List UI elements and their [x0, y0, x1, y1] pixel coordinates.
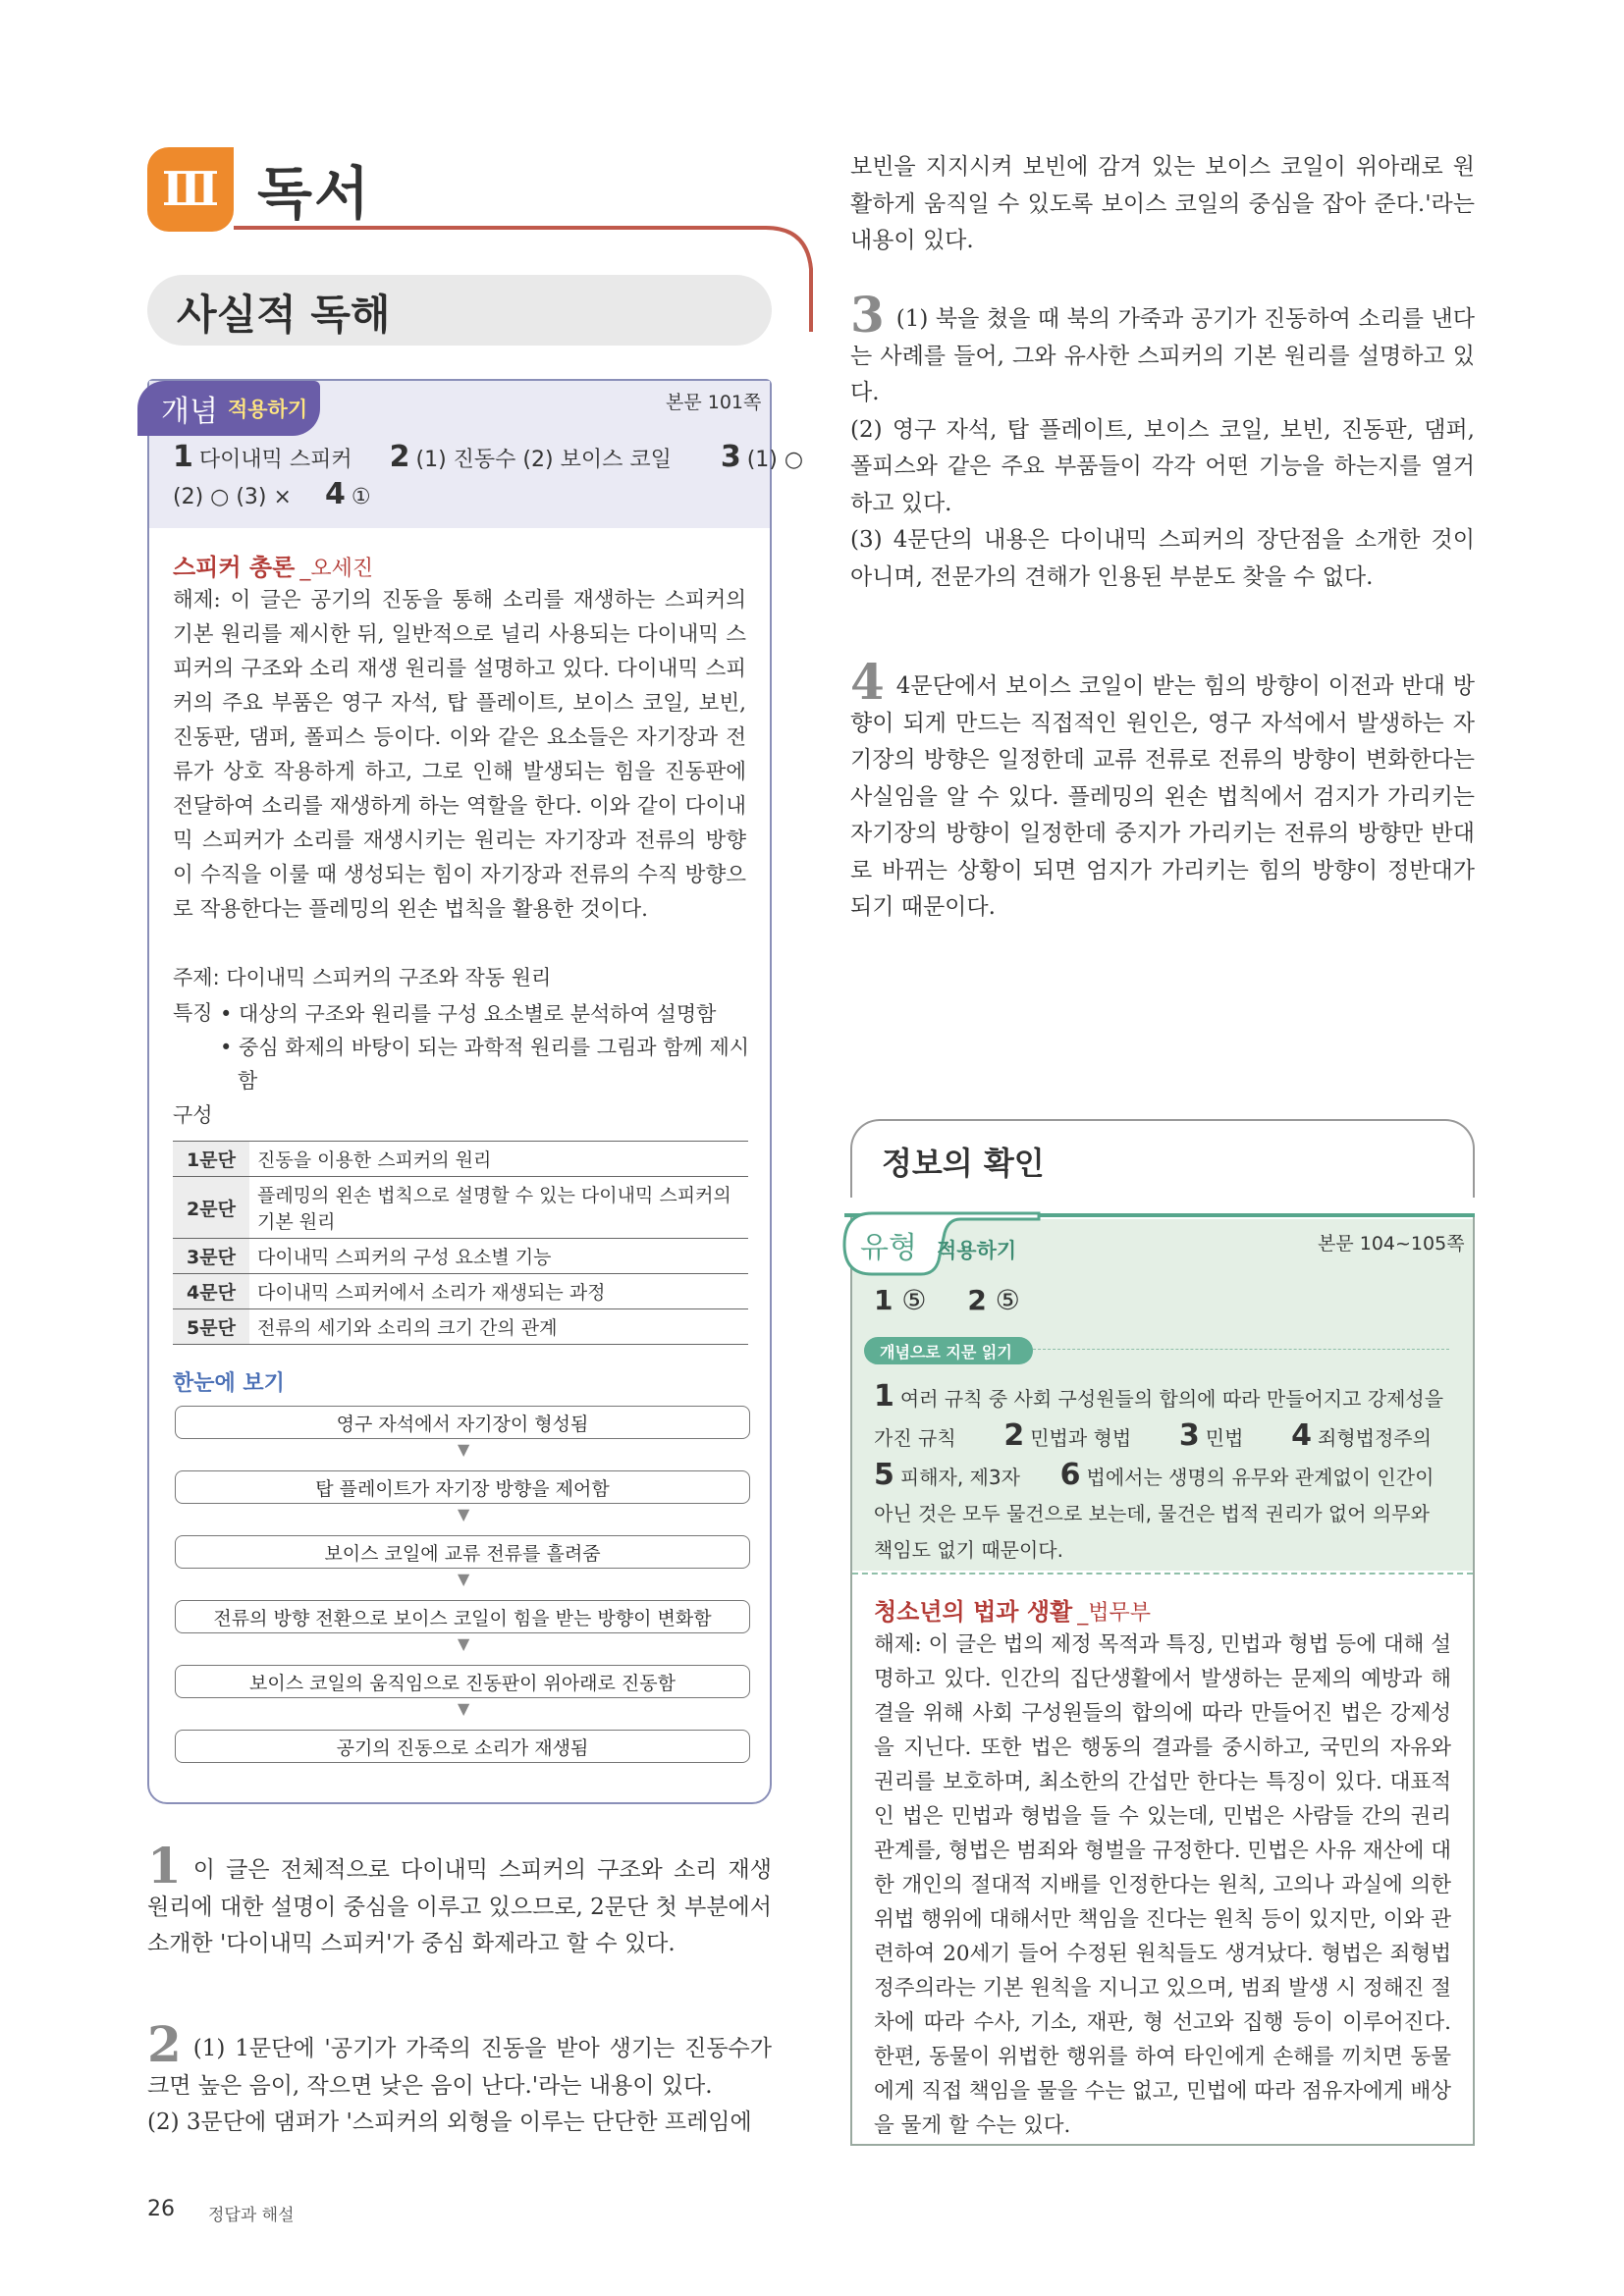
chapter-number-badge: Ⅲ: [147, 147, 234, 232]
info-article-summary: 해제: 이 글은 법의 제정 목적과 특징, 민법과 형법 등에 대해 설명하고 있다. 인간의 집단생활에서 발생하는 문제의 예방과 해결을 위해 사회 구성원들의 합의에 따라 만들어진 법은 강제성을 지닌다. 또한 법은 행동의 결과를 중시하고, 국민의 자유와 권리를 보호하며, 최소한의 간섭만 한다는 특징이 있다. 대표적인 법은 민법과 형법을 들 수 있는데, 민법은 사람들 간의 권리관계를, 형법은 범죄와 형벌을 규정한다. 민법은 사유 재산에 대한 개인의 절대적 지배를 인정한다는 원칙, 고의나 과실에 의한 위법 행위에 대해서만 책임을 진다는 원칙 등이 있지만, 이와 관련하여 20세기 들어 수정된 원칙들도 생겨났다. 형법은 죄형법정주의라는 기본 원칙을 지니고 있으며, 범죄 발생 시 정해진 절차에 따라 수사, 기소, 재판, 형 선고와 집행 등이 이루어진다. 한편, 동물이 위법한 행위를 하여 타인에게 손해를 끼치면 동물에게 직접 책임을 물을 수는 없고, 민법에 따라 점유자에게 배상을 물게 할 수는 있다.: [874, 1632, 1451, 2138]
reading-text: 민법: [1205, 1426, 1244, 1450]
type-tag: [842, 1211, 1049, 1276]
flow-step: 탑 플레이트가 자기장 방향을 제어함: [175, 1470, 750, 1504]
flow-step: 영구 자석에서 자기장이 형성됨: [175, 1406, 750, 1439]
down-arrow-icon: ▼: [458, 1440, 470, 1459]
explanation-text: (1) 북을 쳤을 때 북의 가죽과 공기가 진동하여 소리를 낸다는 사례를 들어, 그와 유사한 스피커의 기본 원리를 설명하고 있다.: [850, 306, 1475, 405]
flow-step: 공기의 진동으로 소리가 재생됨: [175, 1730, 750, 1763]
table-row: [173, 1239, 748, 1274]
flow-step: 전류의 방향 전환으로 보이스 코일이 힘을 받는 방향이 변화함: [175, 1600, 750, 1633]
reading-text: 가진 규칙: [874, 1426, 956, 1450]
reading-number: 1: [874, 1379, 894, 1414]
feature-item: • 중심 화제의 바탕이 되는 과학적 원리를 그림과 함께 제시함: [220, 1036, 750, 1093]
feature-list: [220, 997, 750, 1097]
explanation-text: (2) 영구 자석, 탑 플레이트, 보이스 코일, 보빈, 진동판, 댐퍼, 폴피스와 같은 주요 부품들이 각각 어떤 기능을 하는지를 열거하고 있다.: [850, 416, 1475, 516]
table-cell-value: 진동을 이용한 스피커의 원리: [249, 1142, 748, 1177]
article-title: 스피커 총론: [173, 554, 296, 581]
concept-tag: [137, 381, 320, 436]
explanation-text: 4문단에서 보이스 코일이 받는 힘의 방향이 이전과 반대 방향이 되게 만드는 직접적인 원인은, 영구 자석에서 발생하는 자기장의 방향은 일정한데 교류 전류로 전류의 방향이 변화한다는 사실임을 알 수 있다. 플레밍의 왼손 법칙에서 검지가 가리키는 자기장의 방향이 일정한데 중지가 가리키는 전류의 방향만 반대로 바뀌는 상황이 되면 엄지가 가리키는 힘의 방향이 정반대가 되기 때문이다.: [850, 673, 1475, 920]
concept-tag-big: 개념: [161, 395, 218, 429]
answer-number: 1: [173, 440, 193, 474]
article-summary: 해제: 이 글은 공기의 진동을 통해 소리를 재생하는 스피커의 기본 원리를 제시한 뒤, 일반적으로 널리 사용되는 다이내믹 스피커의 구조와 소리 재생 원리를 설명하고 있다. 다이내믹 스피커의 주요 부품은 영구 자석, 탑 플레이트, 보이스 코일, 보빈, 진동판, 댐퍼, 폴피스 등이다. 이와 같은 요소들은 자기장과 전류가 상호 작용하게 하고, 그로 인해 발생되는 힘을 진동판에 전달하여 소리를 재생하게 하는 역할을 한다. 이와 같이 다이내믹 스피커가 소리를 재생시키는 원리는 자기장과 전류의 방향이 수직을 이룰 때 생성되는 힘이 자기장과 전류의 수직 방향으로 작용한다는 플레밍의 왼손 법칙을 활용한 것이다.: [173, 588, 746, 922]
answer-explanation-2: [147, 2015, 772, 2142]
question-number: 2: [147, 2015, 182, 2073]
answer-explanation-4: [850, 653, 1475, 927]
concept-tag-small: 적용하기: [227, 398, 308, 421]
reading-text: 피해자, 제3자: [899, 1466, 1020, 1489]
section-title: 사실적 독해: [177, 291, 391, 339]
article-heading: [173, 548, 373, 582]
down-arrow-icon: ▼: [458, 1505, 470, 1523]
type-tag-big: 유형: [860, 1231, 917, 1265]
info-section-title: 정보의 확인: [882, 1145, 1045, 1182]
concept-answers-row-1: [173, 440, 803, 474]
info-article-title: 청소년의 법과 생활: [874, 1598, 1073, 1626]
table-cell-value: 플레밍의 왼손 법칙으로 설명할 수 있는 다이내믹 스피커의 기본 원리: [249, 1177, 748, 1239]
overview-label: 한눈에 보기: [173, 1371, 285, 1396]
page-footer-label: 정답과 해설: [208, 2206, 295, 2225]
table-cell-key: 2문단: [173, 1177, 249, 1239]
reading-text: 책임도 없기 때문이다.: [874, 1538, 1063, 1562]
info-article-author: _법무부: [1077, 1601, 1152, 1626]
answer-text: 다이내믹 스피커: [198, 448, 352, 472]
structure-table: [173, 1141, 748, 1345]
concept-page-ref: 본문 101쪽: [666, 392, 762, 413]
answer-explanation-1: [147, 1837, 772, 1963]
type-tag-small: 적용하기: [937, 1239, 1017, 1262]
feature-label: 특징: [173, 1001, 213, 1025]
article-theme: 주제: 다이내믹 스피커의 구조와 작동 원리: [173, 966, 552, 989]
answer-text: (1) ○: [746, 448, 804, 472]
structure-label: 구성: [173, 1103, 213, 1127]
feature-item: • 대상의 구조와 원리를 구성 요소별로 분석하여 설명함: [220, 1002, 717, 1026]
explanation-text: 이 글은 전체적으로 다이내믹 스피커의 구조와 소리 재생 원리에 대한 설명이 중심을 이루고 있으므로, 2문단 첫 부분에서 소개한 '다이내믹 스피커'가 중심 화제라고 할 수 있다.: [147, 1857, 772, 1956]
reading-text: 민법과 형법: [1030, 1426, 1132, 1450]
table-cell-value: 전류의 세기와 소리의 크기 간의 관계: [249, 1309, 748, 1345]
reading-answers: [874, 1378, 1453, 1569]
reading-number: 5: [874, 1458, 894, 1492]
answer-explanation-2-continued: 보빈을 지지시켜 보빈에 감겨 있는 보이스 코일이 위아래로 원활하게 움직일 수 있도록 보이스 코일의 중심을 잡아 준다.'라는 내용이 있다.: [850, 154, 1475, 253]
table-cell-key: 5문단: [173, 1309, 249, 1345]
reading-label: 개념으로 지문 읽기: [864, 1337, 1033, 1364]
answer-text: (1) 진동수 (2) 보이스 코일: [415, 448, 672, 472]
answer-number: 3: [720, 440, 741, 474]
page-number: 26: [147, 2197, 175, 2221]
answer-number: 4: [324, 477, 346, 511]
question-number: 3: [850, 286, 885, 344]
flow-step: 보이스 코일에 교류 전류를 흘려줌: [175, 1535, 750, 1569]
article-author: _오세진: [299, 557, 374, 581]
flow-step: 보이스 코일의 움직임으로 진동판이 위아래로 진동함: [175, 1665, 750, 1698]
reading-number: 2: [1003, 1418, 1025, 1453]
question-number: 1: [147, 1837, 182, 1895]
answer-text: ①: [351, 485, 371, 509]
table-cell-key: 4문단: [173, 1274, 249, 1309]
down-arrow-icon: ▼: [458, 1699, 470, 1718]
reading-text: 법에서는 생명의 유무와 관계없이 인간이: [1086, 1466, 1435, 1489]
reading-number: 6: [1059, 1458, 1081, 1492]
answer-explanation-3: [850, 286, 1475, 596]
down-arrow-icon: ▼: [458, 1570, 470, 1588]
reading-text: 아닌 것은 모두 물건으로 보는데, 물건은 법적 권리가 없어 의무와: [874, 1502, 1430, 1525]
answer-text: (2) ○ (3) ×: [173, 485, 292, 509]
answer-2: ⑤: [995, 1284, 1020, 1316]
table-row: [173, 1309, 748, 1345]
reading-dashed-line: [1033, 1349, 1449, 1350]
reading-number: 4: [1291, 1418, 1313, 1453]
reading-text: 여러 규칙 중 사회 구성원들의 합의에 따라 만들어지고 강제성을: [899, 1387, 1444, 1411]
answer-number: 2: [389, 440, 410, 474]
table-row: [173, 1274, 748, 1309]
info-article-heading: [874, 1592, 1151, 1627]
explanation-text: (2) 3문단에 댐퍼가 '스피커의 외형을 이루는 단단한 프레임에: [147, 2109, 752, 2135]
chapter-title: 독서: [257, 160, 372, 227]
question-number: 4: [850, 653, 885, 711]
reading-text: 죄형법정주의: [1318, 1426, 1432, 1450]
table-cell-key: 1문단: [173, 1142, 249, 1177]
table-row: [173, 1177, 748, 1239]
explanation-text: (3) 4문단의 내용은 다이내믹 스피커의 장단점을 소개한 것이 아니며, 전문가의 견해가 인용된 부분도 찾을 수 없다.: [850, 527, 1475, 590]
info-divider: [852, 1573, 1473, 1575]
explanation-text: (1) 1문단에 '공기가 가죽의 진동을 받아 생기는 진동수가 크면 높은 음이, 작으면 낮은 음이 난다.'라는 내용이 있다.: [147, 2036, 772, 2099]
table-row: [173, 1142, 748, 1177]
table-cell-key: 3문단: [173, 1239, 249, 1274]
answer-1: ⑤: [901, 1284, 927, 1316]
info-page-ref: 본문 104~105쪽: [1318, 1233, 1465, 1255]
down-arrow-icon: ▼: [458, 1634, 470, 1653]
table-cell-value: 다이내믹 스피커의 구성 요소별 기능: [249, 1239, 748, 1274]
concept-answers-row-2: [173, 477, 371, 511]
table-cell-value: 다이내믹 스피커에서 소리가 재생되는 과정: [249, 1274, 748, 1309]
info-answers: 1 ⑤ 2 ⑤: [874, 1284, 1020, 1316]
reading-number: 3: [1178, 1418, 1200, 1453]
